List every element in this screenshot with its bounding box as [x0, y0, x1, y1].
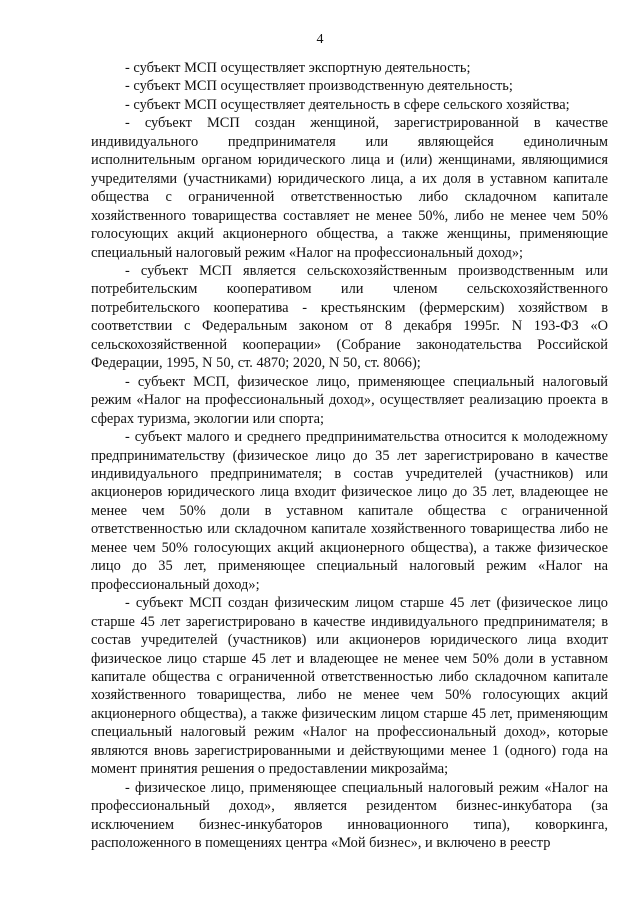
paragraph-over-45: - субъект МСП создан физическим лицом старше 45 лет (физическое лицо старше 45 лет зарегистрировано в качестве индивидуального предпринимателя; в состав учредителей (участников) или акционеров юридического лица входит физическое лицо старше 45 лет и владеющее не менее чем 50% доли в уставном капитале общества с ограниченной ответственностью либо складочном капитале хозяйственного товарищества, либо не менее чем 50% голосующих акций акционерного общества), а также физическим лицом старше 45 лет, применяющим специальный налоговый режим «Налог на профессиональный доход», которые являются вновь зарегистрированными и действующими менее 1 (одного) года на момент принятия решения о предоставлении микрозайма; [91, 595, 608, 778]
paragraph-women-founders: - субъект МСП создан женщиной, зарегистрированной в качестве индивидуального предпринимателя или являющейся единоличным исполнительным органом юридического лица и (или) женщинами, являющимися учредителями (участниками) юридического лица, а их доля в уставном капитале общества с ограниченной ответственностью либо складочном капитале хозяйственного товарищества составляет не менее 50%, либо не менее чем 50% голосующих акций акционерного общества, а также женщины, применяющие специальный налоговый режим «Налог на профессиональный доход»; [91, 115, 608, 261]
paragraph-youth-entrepreneurship: - субъект малого и среднего предпринимательства относится к молодежному предпринимательству (физическое лицо до 35 лет зарегистрировано в качестве индивидуального предпринимателя; в состав учредителей (участников) или акционеров юридического лица входит физическое лицо до 35 лет, владеющее не менее чем 50% доли в уставном капитале общества с ограниченной ответственностью или складочном капитале хозяйственного товарищества либо не менее чем 50% голосующих акций акционерного общества), а также физическое лицо до 35 лет, применяющее специальный налоговый режим «Налог на профессиональный доход»; [91, 429, 608, 593]
paragraph-export: - субъект МСП осуществляет экспортную деятельность; [125, 60, 471, 76]
paragraph-agriculture: - субъект МСП осуществляет деятельность в сфере сельского хозяйства; [125, 96, 570, 113]
paragraph-business-incubator: - физическое лицо, применяющее специальный налоговый режим «Налог на профессиональный доход», является резидентом бизнес-инкубатора (за исключением бизнес-инкубаторов инновационного типа), коворкинга, расположенного в помещениях центра «Мой бизнес», и включено в реестр [91, 779, 608, 852]
paragraph-production: - субъект МСП осуществляет производственную деятельность; [125, 78, 513, 95]
paragraph-tourism-ecology-sport: - субъект МСП, физическое лицо, применяющее специальный налоговый режим «Налог на профессиональный доход», осуществляет реализацию проекта в сферах туризма, экологии или спорта; [91, 373, 608, 427]
document-body [91, 59, 608, 852]
page-number: 4 [316, 32, 324, 47]
paragraph-cooperatives: - субъект МСП является сельскохозяйственным производственным или потребительским кооперативом или членом сельскохозяйственного потребительского кооператива - крестьянским (фермерским) хозяйством в соответствии с Федеральным законом от 8 декабря 1995г. N 193-ФЗ «О сельскохозяйственной кооперации» (Собрание законодательства Российской Федерации, 1995, N 50, ст. 4870; 2020, N 50, ст. 8066); [91, 262, 608, 372]
